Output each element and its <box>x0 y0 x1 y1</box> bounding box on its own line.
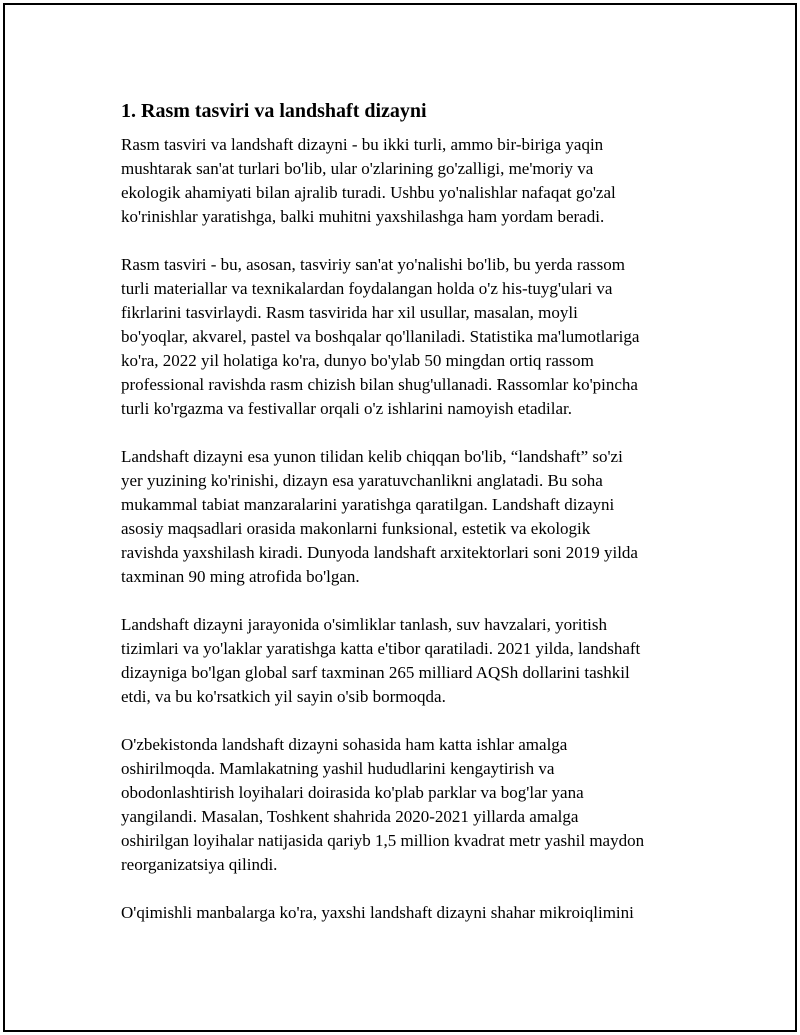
text-line: Rasm tasviri va landshaft dizayni - bu ikki turli, ammo bir-biriga yaqin <box>121 135 604 154</box>
text-line: turli materiallar va texnikalardan foydalangan holda o'z his-tuyg'ulari va <box>121 279 613 298</box>
document-body <box>121 99 693 949</box>
text-line: yangilandi. Masalan, Toshkent shahrida 2020-2021 yillarda amalga <box>121 807 579 826</box>
text-line: oshirilgan loyihalar natijasida qariyb 1,5 million kvadrat metr yashil maydon <box>121 831 645 850</box>
text-line: Landshaft dizayni jarayonida o'simliklar tanlash, suv havzalari, yoritish <box>121 615 608 634</box>
text-line: reorganizatsiya qilindi. <box>121 855 278 874</box>
text-line: O'qimishli manbalarga ko'ra, yaxshi landshaft dizayni shahar mikroiqlimini <box>121 903 634 922</box>
text-line: ekologik ahamiyati bilan ajralib turadi. Ushbu yo'nalishlar nafaqat go'zal <box>121 183 616 202</box>
paragraph-3 <box>121 445 693 589</box>
text-line: professional ravishda rasm chizish bilan shug'ullanadi. Rassomlar ko'pincha <box>121 375 638 394</box>
text-line: ko'ra, 2022 yil holatiga ko'ra, dunyo bo'ylab 50 mingdan ortiq rassom <box>121 351 594 370</box>
text-line: asosiy maqsadlari orasida makonlarni funksional, estetik va ekologik <box>121 519 591 538</box>
text-line: yer yuzining ko'rinishi, dizayn esa yaratuvchanlikni anglatadi. Bu soha <box>121 471 603 490</box>
text-line: mukammal tabiat manzaralarini yaratishga qaratilgan. Landshaft dizayni <box>121 495 615 514</box>
text-line: mushtarak san'at turlari bo'lib, ular o'zlarining go'zalligi, me'moriy va <box>121 159 594 178</box>
paragraph-4 <box>121 613 693 709</box>
text-line: O'zbekistonda landshaft dizayni sohasida ham katta ishlar amalga <box>121 735 568 754</box>
paragraph-6 <box>121 901 693 925</box>
text-line: etdi, va bu ko'rsatkich yil sayin o'sib bormoqda. <box>121 687 446 706</box>
paragraph-2 <box>121 253 693 421</box>
text-line: tizimlari va yo'laklar yaratishga katta e'tibor qaratiladi. 2021 yilda, landshaft <box>121 639 641 658</box>
text-line: bo'yoqlar, akvarel, pastel va boshqalar qo'llaniladi. Statistika ma'lumotlariga <box>121 327 640 346</box>
text-line: Rasm tasviri - bu, asosan, tasviriy san'at yo'nalishi bo'lib, bu yerda rassom <box>121 255 625 274</box>
text-line: ravishda yaxshilash kiradi. Dunyoda landshaft arxitektorlari soni 2019 yilda <box>121 543 638 562</box>
text-line: oshirilmoqda. Mamlakatning yashil hududlarini kengaytirish va <box>121 759 555 778</box>
text-line: obodonlashtirish loyihalari doirasida ko'plab parklar va bog'lar yana <box>121 783 584 802</box>
paragraph-5 <box>121 733 693 877</box>
paragraph-1 <box>121 133 693 229</box>
text-line: turli ko'rgazma va festivallar orqali o'z ishlarini namoyish etadilar. <box>121 399 572 418</box>
page-frame <box>3 3 797 1032</box>
text-line: Landshaft dizayni esa yunon tilidan kelib chiqqan bo'lib, “landshaft” so'zi <box>121 447 623 466</box>
text-line: dizayniga bo'lgan global sarf taxminan 265 milliard AQSh dollarini tashkil <box>121 663 630 682</box>
text-line: fikrlarini tasvirlaydi. Rasm tasvirida har xil usullar, masalan, moyli <box>121 303 578 322</box>
section-heading: 1. Rasm tasviri va landshaft dizayni <box>121 100 427 122</box>
text-line: taxminan 90 ming atrofida bo'lgan. <box>121 567 360 586</box>
text-line: ko'rinishlar yaratishga, balki muhitni yaxshilashga ham yordam beradi. <box>121 207 605 226</box>
